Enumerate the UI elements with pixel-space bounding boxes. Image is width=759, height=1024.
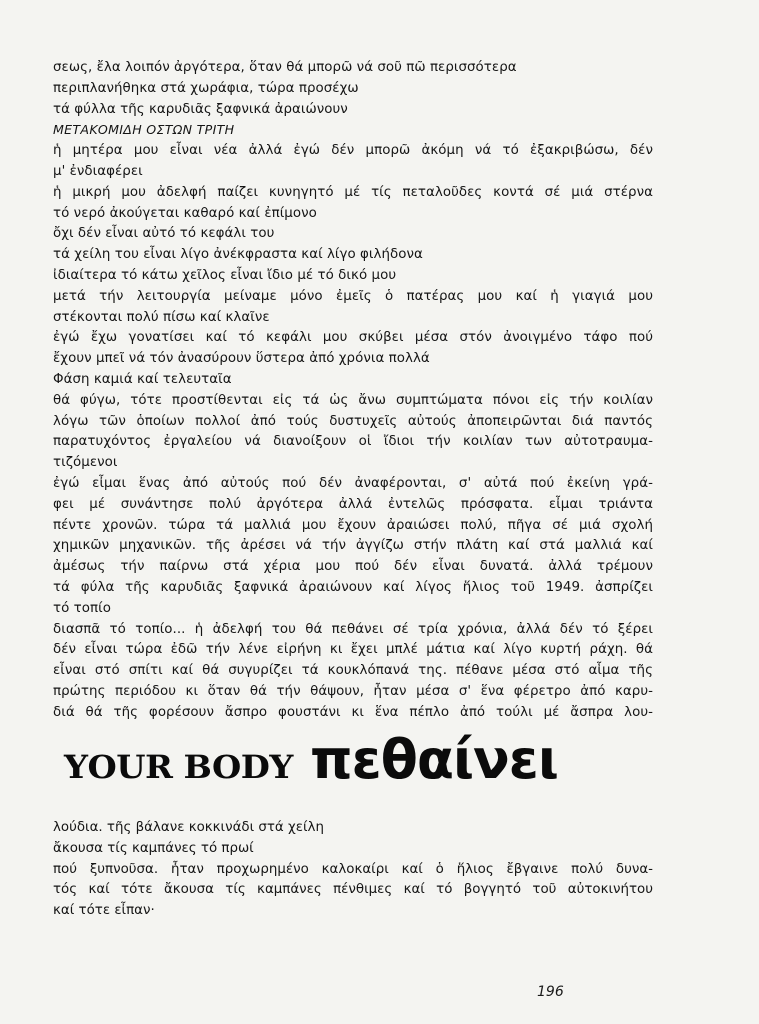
text-line: θά φύγω, τότε προστίθενται εἰς τά ὡς ἄνω συμπτώματα πόνοι εἰς τήν κοιλίαν xyxy=(53,392,653,408)
text-line: τά χείλη του εἶναι λίγο ἀνέκφραστα καί λίγο φιλήδονα xyxy=(53,247,423,263)
text-line: εἶναι στό σπίτι καί θά συγυρίζει τά κουκλόπανά της. πέθανε μέσα στό αἷμα τῆς xyxy=(53,663,653,679)
text-line: ἡ μητέρα μου εἶναι νέα ἀλλά ἐγώ δέν μπορῶ ἀκόμη νά τό ἐξακριβώσω, δέν xyxy=(53,143,653,159)
closing-text xyxy=(53,818,653,922)
headline-greek: πεθαίνει xyxy=(309,728,558,791)
text-line: φει μέ συνάντησε πολύ ἀργότερα ἀλλά ἐντελῶς πρόσφατα. εἶμαι τριάντα xyxy=(53,496,653,512)
text-line: ἐγώ εἶμαι ἕνας ἀπό αὐτούς πού δέν ἀναφέρονται, σ' αὐτά πού ἐκείνη γρά- xyxy=(53,475,653,491)
text-line: τά φύλα τῆς καρυδιᾶς ξαφνικά ἀραιώνουν καί λίγος ἥλιος τοῦ 1949. ἀσπρίζει xyxy=(53,579,653,595)
text-line: παρατυχόντος ἐργαλείου νά διανοίξουν οἱ ἴδιοι τήν κοιλίαν των αὐτοτραυμα- xyxy=(53,434,653,450)
text-line: διά θά τῆς φορέσουν ἄσπρο φουστάνι κι ἕνα πέπλο ἀπό τούλι μέ ἄσπρα λου- xyxy=(53,704,653,720)
text-line: ἰδιαίτερα τό κάτω χεῖλος εἶναι ἴδιο μέ τό δικό μου xyxy=(53,267,397,283)
text-line: τός καί τότε ἄκουσα τίς καμπάνες πένθιμες καί τό βογγητό τοῦ αὐτοκινήτου xyxy=(53,882,653,898)
text-line: ἄκουσα τίς καμπάνες τό πρωί xyxy=(53,840,254,856)
text-line: στέκονται πολύ πίσω καί κλαῖνε xyxy=(53,309,270,325)
text-line: Φάση καμιά καί τελευταῖα xyxy=(53,371,232,387)
text-line: ἐγώ ἔχω γονατίσει καί τό κεφάλι μου σκύβει μέσα στόν ἀνοιγμένο τάφο πού xyxy=(53,330,653,346)
text-line: ἔχουν μπεῖ νά τόν ἀνασύρουν ὕστερα ἀπό χρόνια πολλά xyxy=(53,351,430,367)
text-line: μετά τήν λειτουργία μείναμε μόνο ἐμεῖς ὁ πατέρας μου καί ἡ γιαγιά μου xyxy=(53,288,653,304)
text-line: διασπᾶ τό τοπίο... ἡ ἀδελφή του θά πεθάνει σέ τρία χρόνια, ἀλλά δέν τό ξέρει xyxy=(53,621,653,637)
headline xyxy=(64,728,558,798)
text-line: τό νερό ἀκούγεται καθαρό καί ἐπίμονο xyxy=(53,205,317,221)
text-line: πρώτης περιόδου κι ὅταν θά τήν θάψουν, ἦταν μέσα σ' ἕνα φέρετρο ἀπό καρυ- xyxy=(53,683,653,699)
text-line: λόγω τῶν ὁποίων πολλοί ἀπό τούς δυστυχεῖς αὐτούς ἀποπειρῶνται διά παντός xyxy=(53,413,653,429)
text-line: πέντε χρονῶν. τώρα τά μαλλιά μου ἔχουν ἀραιώσει πολύ, πῆγα σέ μιά σχολή xyxy=(53,517,653,533)
headline-english: YOUR BODY xyxy=(64,748,293,786)
text-line: λούδια. τῆς βάλανε κοκκινάδι στά χείλη xyxy=(53,820,324,835)
text-line: δέν εἶναι τώρα ἐδῶ τήν λένε εἰρήνη κι ἔχει μπλέ μάτια καί λίγο κυρτή ράχη. θά xyxy=(53,642,653,658)
text-line: τιζόμενοι xyxy=(53,455,118,471)
body-text xyxy=(53,58,653,724)
text-line: πού ξυπνοῦσα. ἦταν προχωρημένο καλοκαίρι καί ὁ ἥλιος ἔβγαινε πολύ δυνα- xyxy=(53,861,653,877)
text-line: ἀμέσως τήν παίρνω στά χέρια μου πού δέν εἶναι δυνατά. ἀλλά τρέμουν xyxy=(53,559,653,575)
text-line: ὄχι δέν εἶναι αὐτό τό κεφάλι του xyxy=(53,226,275,242)
text-line: περιπλανήθηκα στά χωράφια, τώρα προσέχω xyxy=(53,80,359,96)
text-line: τά φύλλα τῆς καρυδιᾶς ξαφνικά ἀραιώνουν xyxy=(53,101,348,117)
page-number: 196 xyxy=(537,984,564,1000)
text-line: καί τότε εἶπαν· xyxy=(53,903,155,919)
text-line: ἡ μικρή μου ἀδελφή παίζει κυνηγητό μέ τίς πεταλοῦδες κοντά σέ μιά στέρνα xyxy=(53,184,653,200)
text-line: σεως, ἔλα λοιπόν ἀργότερα, ὅταν θά μπορῶ νά σοῦ πῶ περισσότερα xyxy=(53,60,517,75)
text-line: τό τοπίο xyxy=(53,600,111,616)
text-line: μ' ἐνδιαφέρει xyxy=(53,163,143,179)
text-line: χημικῶν μηχανικῶν. τῆς ἀρέσει νά τήν ἀγγίζω στήν πλάτη καί στά μαλλιά καί xyxy=(53,538,653,554)
section-heading: ΜΕΤΑΚΟΜΙΔΗ ΟΣΤΩΝ ΤΡΙΤΗ xyxy=(53,122,235,138)
